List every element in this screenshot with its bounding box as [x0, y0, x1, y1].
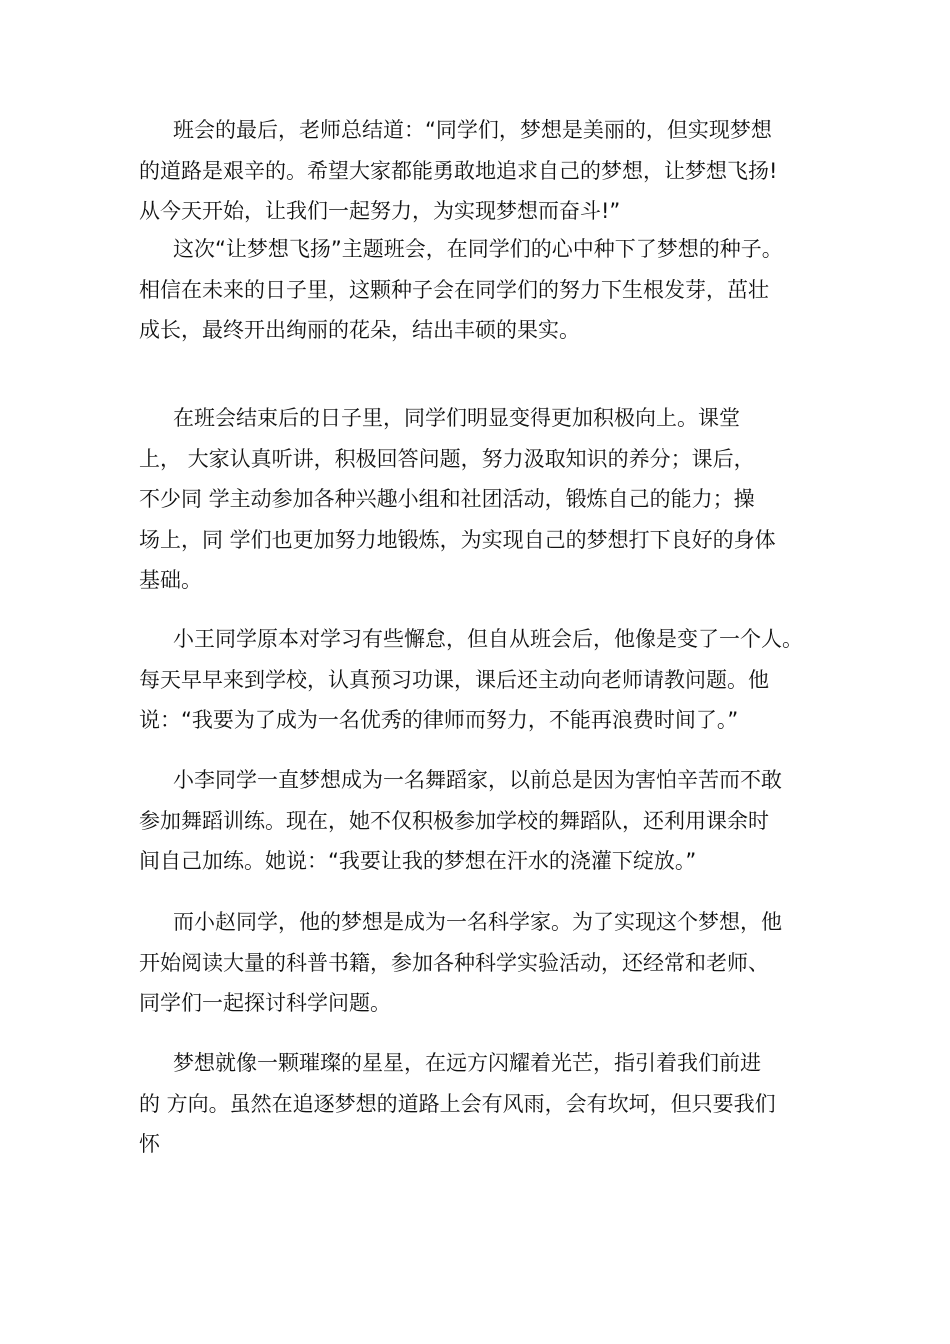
paragraph-line: 班会的最后，老师总结道：“同学们，梦想是美丽的，但实现梦想 — [173, 118, 772, 142]
paragraph-xiao-wang — [139, 619, 829, 741]
paragraph-line: 在班会结束后的日子里，同学们明显变得更加积极向上。课堂 — [173, 406, 740, 430]
paragraph-theme-meeting-seeds — [139, 229, 829, 351]
paragraph-line: 这次“让梦想飞扬”主题班会，在同学们的心中种下了梦想的种子。 — [173, 237, 783, 261]
paragraph-line: 不少同 学主动参加各种兴趣小组和社团活动，锻炼自己的能力；操 — [139, 487, 755, 511]
paragraph-line: 说：“我要为了成为一名优秀的律师而努力，不能再浪费时间了。” — [139, 708, 739, 732]
paragraph-line: 间自己加练。她说：“我要让我的梦想在汗水的浇灌下绽放。” — [139, 849, 697, 873]
paragraph-line: 场上，同 学们也更加努力地锻炼，为实现自己的梦想打下良好的身体 — [139, 527, 776, 552]
paragraph-line: 的道路是艰辛的。希望大家都能勇敢地追求自己的梦想，让梦想飞扬! — [139, 158, 778, 183]
paragraph-line: 每天早早来到学校，认真预习功课，课后还主动向老师请教问题。他 — [139, 667, 769, 692]
paragraph-line: 参加舞蹈训练。现在，她不仅积极参加学校的舞蹈队，还利用课余时 — [139, 808, 769, 833]
paragraph-line: 而小赵同学，他的梦想是成为一名科学家。为了实现这个梦想，他 — [173, 910, 782, 934]
paragraph-line: 同学们一起探讨科学问题。 — [139, 991, 391, 1015]
paragraph-line: 开始阅读大量的科普书籍，参加各种科学实验活动，还经常和老师、 — [139, 950, 769, 975]
paragraph-xiao-li — [139, 760, 829, 882]
paragraph-xiao-zhao — [139, 902, 829, 1024]
paragraph-line: 的 方向。虽然在追逐梦想的道路上会有风雨，会有坎坷，但只要我们 — [139, 1091, 776, 1116]
paragraph-after-meeting — [139, 398, 829, 601]
paragraph-line: 基础。 — [139, 568, 202, 592]
paragraph-line: 小李同学一直梦想成为一名舞蹈家，以前总是因为害怕辛苦而不敢 — [173, 768, 782, 792]
paragraph-line: 小王同学原本对学习有些懈怠，但自从班会后，他像是变了一个人。 — [173, 627, 803, 651]
paragraph-line: 成长，最终开出绚丽的花朵，结出丰硕的果实。 — [139, 318, 580, 342]
paragraph-line: 相信在未来的日子里，这颗种子会在同学们的努力下生根发芽，茁壮 — [139, 277, 769, 302]
paragraph-dream-star — [139, 1043, 829, 1165]
paragraph-class-meeting-conclusion — [139, 110, 829, 232]
paragraph-line: 从今天开始，让我们一起努力，为实现梦想而奋斗!” — [139, 199, 621, 223]
paragraph-line: 怀 — [139, 1132, 160, 1156]
paragraph-line: 梦想就像一颗璀璨的星星，在远方闪耀着光芒，指引着我们前进 — [173, 1051, 761, 1075]
paragraph-line: 上， 大家认真听讲，积极回答问题，努力汲取知识的养分；课后， — [139, 446, 755, 471]
